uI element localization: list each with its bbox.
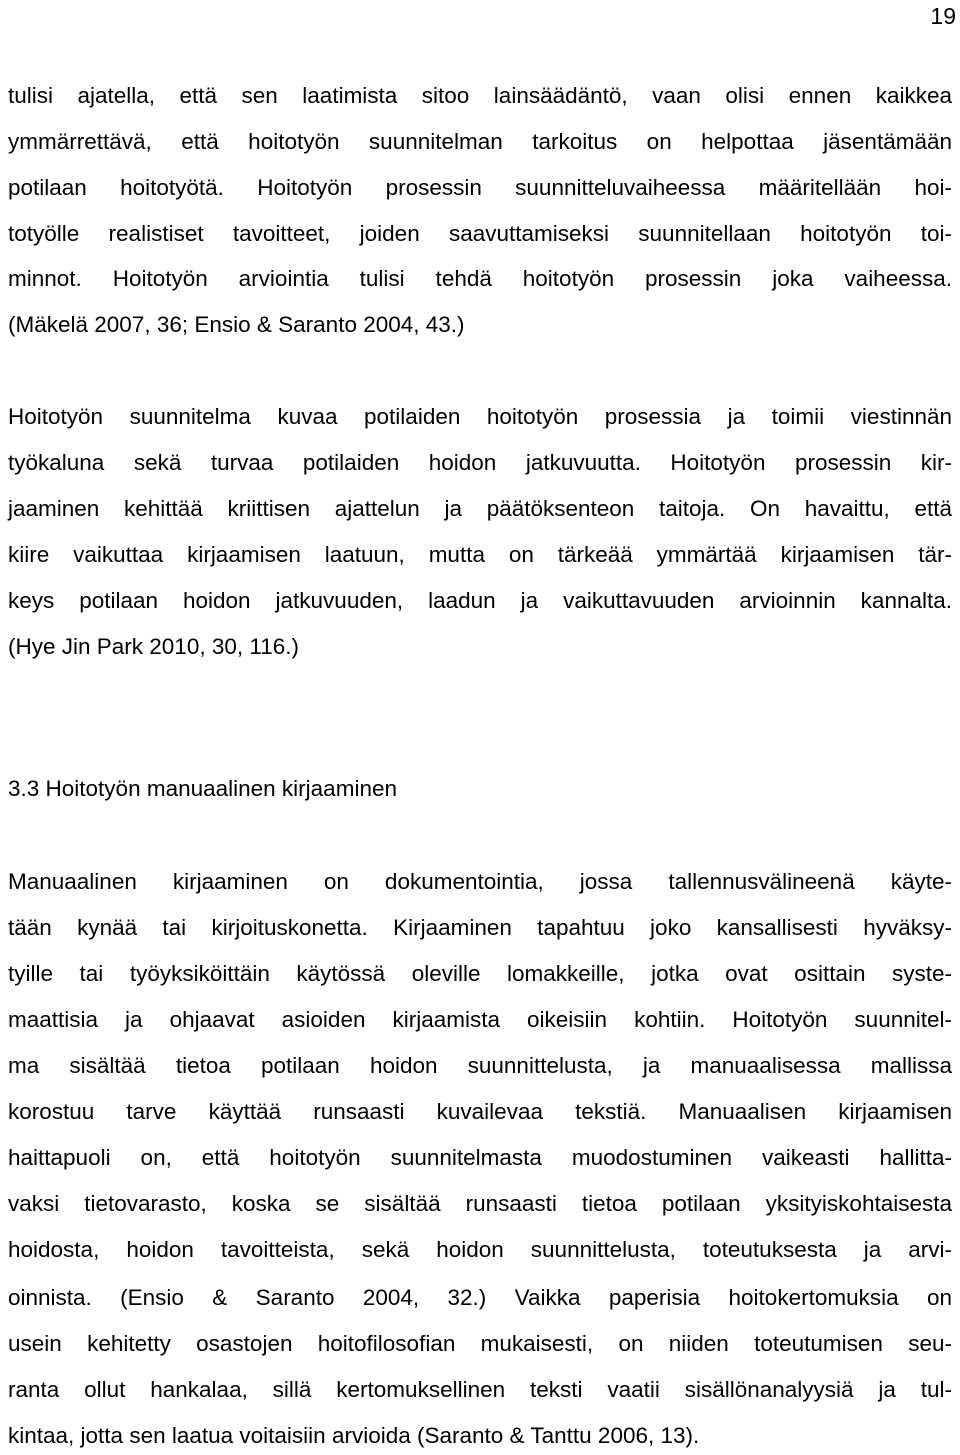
text-line: maattisia ja ohjaavat asioiden kirjaamista oikeisiin kohtiin. Hoitotyön suunnitel- — [8, 1007, 952, 1032]
text-line: haittapuoli on, että hoitotyön suunnitelmasta muodostuminen vaikeasti hallitta- — [8, 1145, 952, 1170]
text-line: kiire vaikuttaa kirjaamisen laatuun, mutta on tärkeää ymmärtää kirjaamisen tär- — [8, 542, 952, 567]
text-line: minnot. Hoitotyön arviointia tulisi tehdä hoitotyön prosessin joka vaiheessa. — [8, 266, 952, 291]
text-line: usein kehitetty osastojen hoitofilosofian mukaisesti, on niiden toteutumisen seu- — [8, 1331, 952, 1356]
text-line: (Hye Jin Park 2010, 30, 116.) — [8, 634, 299, 659]
text-line: korostuu tarve käyttää runsaasti kuvailevaa tekstiä. Manuaalisen kirjaamisen — [8, 1099, 952, 1124]
text-line: oinnista. (Ensio & Saranto 2004, 32.) Vaikka paperisia hoitokertomuksia on — [8, 1285, 952, 1310]
text-line: (Mäkelä 2007, 36; Ensio & Saranto 2004, 43.) — [8, 312, 465, 337]
text-line: jaaminen kehittää kriittisen ajattelun ja päätöksenteon taitoja. On havaittu, että — [8, 496, 952, 521]
text-line: tään kynää tai kirjoituskonetta. Kirjaaminen tapahtuu joko kansallisesti hyväksy- — [8, 915, 952, 940]
text-line: Manuaalinen kirjaaminen on dokumentointia, jossa tallennusvälineenä käyte- — [8, 869, 952, 894]
section-heading: 3.3 Hoitotyön manuaalinen kirjaaminen — [8, 776, 397, 801]
text-line: tulisi ajatella, että sen laatimista sitoo lainsäädäntö, vaan olisi ennen kaikkea — [8, 83, 952, 108]
text-line: totyölle realistiset tavoitteet, joiden saavuttamiseksi suunnitellaan hoitotyön toi- — [8, 221, 952, 246]
text-line: ma sisältää tietoa potilaan hoidon suunnittelusta, ja manuaalisessa mallissa — [8, 1053, 952, 1078]
text-line: keys potilaan hoidon jatkuvuuden, laadun ja vaikuttavuuden arvioinnin kannalta. — [8, 588, 952, 613]
text-line: tyille tai työyksiköittäin käytössä oleville lomakkeille, jotka ovat osittain syste- — [8, 961, 952, 986]
text-line: hoidosta, hoidon tavoitteista, sekä hoidon suunnittelusta, toteutuksesta ja arvi- — [8, 1237, 952, 1262]
text-line: Hoitotyön suunnitelma kuvaa potilaiden hoitotyön prosessia ja toimii viestinnän — [8, 404, 952, 429]
text-line: työkaluna sekä turvaa potilaiden hoidon jatkuvuutta. Hoitotyön prosessin kir- — [8, 450, 952, 475]
page-number: 19 — [930, 3, 956, 29]
text-line: kintaa, jotta sen laatua voitaisiin arvioida (Saranto & Tanttu 2006, 13). — [8, 1423, 700, 1448]
text-line: vaksi tietovarasto, koska se sisältää runsaasti tietoa potilaan yksityiskohtaisesta — [8, 1191, 952, 1216]
text-line: ranta ollut hankalaa, sillä kertomuksellinen teksti vaatii sisällönanalyysiä ja tul- — [8, 1377, 952, 1402]
text-line: potilaan hoitotyötä. Hoitotyön prosessin suunnitteluvaiheessa määritellään hoi- — [8, 175, 952, 200]
text-line: ymmärrettävä, että hoitotyön suunnitelman tarkoitus on helpottaa jäsentämään — [8, 129, 952, 154]
